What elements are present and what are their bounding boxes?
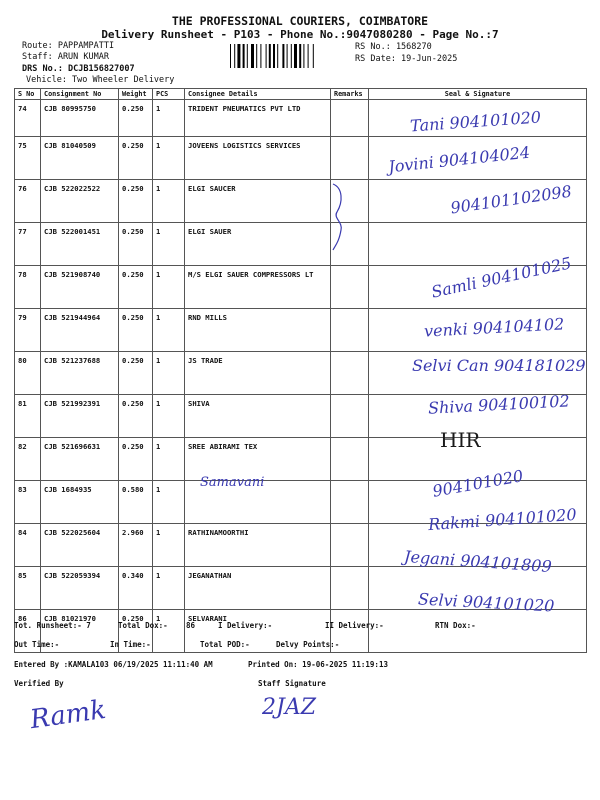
cell-pcs: 1 — [153, 481, 185, 524]
cell-pcs: 1 — [153, 438, 185, 481]
cell-pcs: 1 — [153, 180, 185, 223]
cell-remarks — [331, 524, 369, 567]
cell-weight: 0.250 — [119, 309, 153, 352]
ii-delivery: II Delivery:- — [325, 621, 384, 630]
cell-consignee: SELVARANI — [185, 610, 331, 653]
cell-sno: 74 — [15, 100, 41, 137]
cell-pcs: 1 — [153, 352, 185, 395]
handwritten-signature: venki 904104102 — [423, 314, 565, 341]
col-consignee: Consignee Details — [185, 89, 331, 100]
drs-number: DRS No.: DCJB156827007 — [22, 64, 135, 74]
col-weight: Weight — [119, 89, 153, 100]
cell-consignment: CJB 521908740 — [41, 266, 119, 309]
cell-pcs: 1 — [153, 137, 185, 180]
cell-remarks — [331, 100, 369, 137]
cell-consignment: CJB 522059394 — [41, 567, 119, 610]
cell-consignee: SHIVA — [185, 395, 331, 438]
cell-sno: 81 — [15, 395, 41, 438]
vehicle-label: Vehicle: Two Wheeler Delivery — [26, 75, 175, 85]
cell-weight: 0.250 — [119, 100, 153, 137]
cell-pcs: 1 — [153, 266, 185, 309]
cell-weight: 0.250 — [119, 610, 153, 653]
table-header-row — [15, 89, 587, 100]
cell-remarks — [331, 567, 369, 610]
cell-consignee: ELGI SAUER — [185, 223, 331, 266]
cell-pcs: 1 — [153, 567, 185, 610]
cell-remarks — [331, 352, 369, 395]
cell-sno: 77 — [15, 223, 41, 266]
delvy-points: Delvy Points:- — [276, 640, 340, 649]
cell-remarks — [331, 395, 369, 438]
handwritten-signature: Samli 904101025 — [429, 253, 574, 302]
cell-remarks — [331, 481, 369, 524]
table-row — [15, 223, 587, 266]
cell-sno: 79 — [15, 309, 41, 352]
cell-sno: 76 — [15, 180, 41, 223]
cell-consignee: RND MILLS — [185, 309, 331, 352]
handwritten-signature: Jovini 904104024 — [387, 142, 531, 177]
cell-weight: 0.340 — [119, 567, 153, 610]
cell-consignee: JS TRADE — [185, 352, 331, 395]
route-label: Route: PAPPAMPATTI — [22, 41, 115, 51]
cell-weight: 0.250 — [119, 137, 153, 180]
cell-signature — [369, 610, 587, 653]
cell-sno: 86 — [15, 610, 41, 653]
entered-by: Entered By :KAMALA103 06/19/2025 11:11:40 AM — [14, 660, 213, 669]
cell-consignment: CJB 521944964 — [41, 309, 119, 352]
verifier-handwritten-signature: Ramk — [28, 694, 108, 736]
cell-consignment: CJB 521992391 — [41, 395, 119, 438]
cell-weight: 0.580 — [119, 481, 153, 524]
cell-remarks — [331, 137, 369, 180]
cell-consignment: CJB 80995750 — [41, 100, 119, 137]
col-signature: Seal & Signature — [369, 89, 587, 100]
cell-weight: 2.960 — [119, 524, 153, 567]
cell-consignment: CJB 522025604 — [41, 524, 119, 567]
cell-consignee: JOVEENS LOGISTICS SERVICES — [185, 137, 331, 180]
handwritten-signature: Selvi Can 904181029 — [412, 356, 586, 375]
col-consignment: Consignment No — [41, 89, 119, 100]
cell-consignee: M/S ELGI SAUER COMPRESSORS LT — [185, 266, 331, 309]
cell-sno: 83 — [15, 481, 41, 524]
rs-number: RS No.: 1568270 — [355, 42, 432, 52]
cell-consignee: RATHINAMOORTHI — [185, 524, 331, 567]
cell-weight: 0.250 — [119, 180, 153, 223]
cell-weight: 0.250 — [119, 395, 153, 438]
cell-pcs: 1 — [153, 524, 185, 567]
cell-weight: 0.250 — [119, 438, 153, 481]
staff-label: Staff: ARUN KUMAR — [22, 52, 109, 62]
handwritten-name: Samavani — [200, 475, 265, 490]
handwritten-signature: Tani 904101020 — [409, 107, 542, 136]
cell-consignment: CJB 81040509 — [41, 137, 119, 180]
cell-pcs: 1 — [153, 223, 185, 266]
handwritten-signature: Jegani 904101809 — [403, 546, 553, 577]
cell-sno: 80 — [15, 352, 41, 395]
total-pod: Total POD:- — [200, 640, 250, 649]
i-delivery: I Delivery:- — [218, 621, 273, 630]
staff-signature-label: Staff Signature — [258, 679, 326, 688]
rtn-dox: RTN Dox:- — [435, 621, 476, 630]
printed-on: Printed On: 19-06-2025 11:19:13 — [248, 660, 388, 669]
total-dox-value: 86 — [186, 621, 196, 630]
rs-date: RS Date: 19-Jun-2025 — [355, 54, 458, 64]
verified-by: Verified By — [14, 679, 64, 688]
handwritten-signature: Rakmi 904101020 — [427, 504, 578, 535]
col-pcs: PCS — [153, 89, 185, 100]
out-time: Out Time:- — [14, 640, 60, 649]
in-time: In Time:- — [110, 640, 151, 649]
cell-remarks — [331, 266, 369, 309]
cell-sno: 82 — [15, 438, 41, 481]
cell-consignment: CJB 522001451 — [41, 223, 119, 266]
cell-consignee: SREE ABIRAMI TEX — [185, 438, 331, 481]
cell-consignment: CJB 81021970 — [41, 610, 119, 653]
cell-sno: 75 — [15, 137, 41, 180]
cell-weight: 0.250 — [119, 223, 153, 266]
cell-consignee: JEGANATHAN — [185, 567, 331, 610]
cell-sno: 84 — [15, 524, 41, 567]
cell-pcs: 1 — [153, 610, 185, 653]
cell-consignment: CJB 522022522 — [41, 180, 119, 223]
handwritten-signature: 904101102098 — [449, 181, 573, 218]
cell-consignment: CJB 521237688 — [41, 352, 119, 395]
handwritten-signature: Shiva 904100102 — [427, 391, 571, 418]
cell-pcs: 1 — [153, 100, 185, 137]
cell-sno: 78 — [15, 266, 41, 309]
company-title: THE PROFESSIONAL COURIERS, COIMBATORE — [171, 14, 429, 28]
staff-handwritten-signature: 2JAZ — [262, 695, 316, 720]
handwritten-signature: HIR — [440, 428, 481, 452]
cell-remarks — [331, 438, 369, 481]
cell-weight: 0.250 — [119, 352, 153, 395]
cell-sno: 85 — [15, 567, 41, 610]
handwritten-signature: Selvi 904101020 — [417, 589, 555, 616]
tot-runsheet: Tot. Runsheet:- 7 — [14, 621, 91, 630]
runsheet-subtitle: Delivery Runsheet - P103 - Phone No.:9047080280 - Page No.:7 — [101, 28, 499, 41]
cell-consignment: CJB 1684935 — [41, 481, 119, 524]
cell-pcs: 1 — [153, 309, 185, 352]
brace-mark — [329, 182, 349, 252]
col-sno: S No — [15, 89, 41, 100]
cell-pcs: 1 — [153, 395, 185, 438]
barcode — [228, 43, 346, 69]
handwritten-signature: 904101020 — [431, 466, 525, 501]
cell-consignment: CJB 521696631 — [41, 438, 119, 481]
cell-consignee: TRIDENT PNEUMATICS PVT LTD — [185, 100, 331, 137]
cell-weight: 0.250 — [119, 266, 153, 309]
total-dox-label: Total Dox:- — [118, 621, 168, 630]
cell-consignee: ELGI SAUCER — [185, 180, 331, 223]
col-remarks: Remarks — [331, 89, 369, 100]
cell-remarks — [331, 309, 369, 352]
